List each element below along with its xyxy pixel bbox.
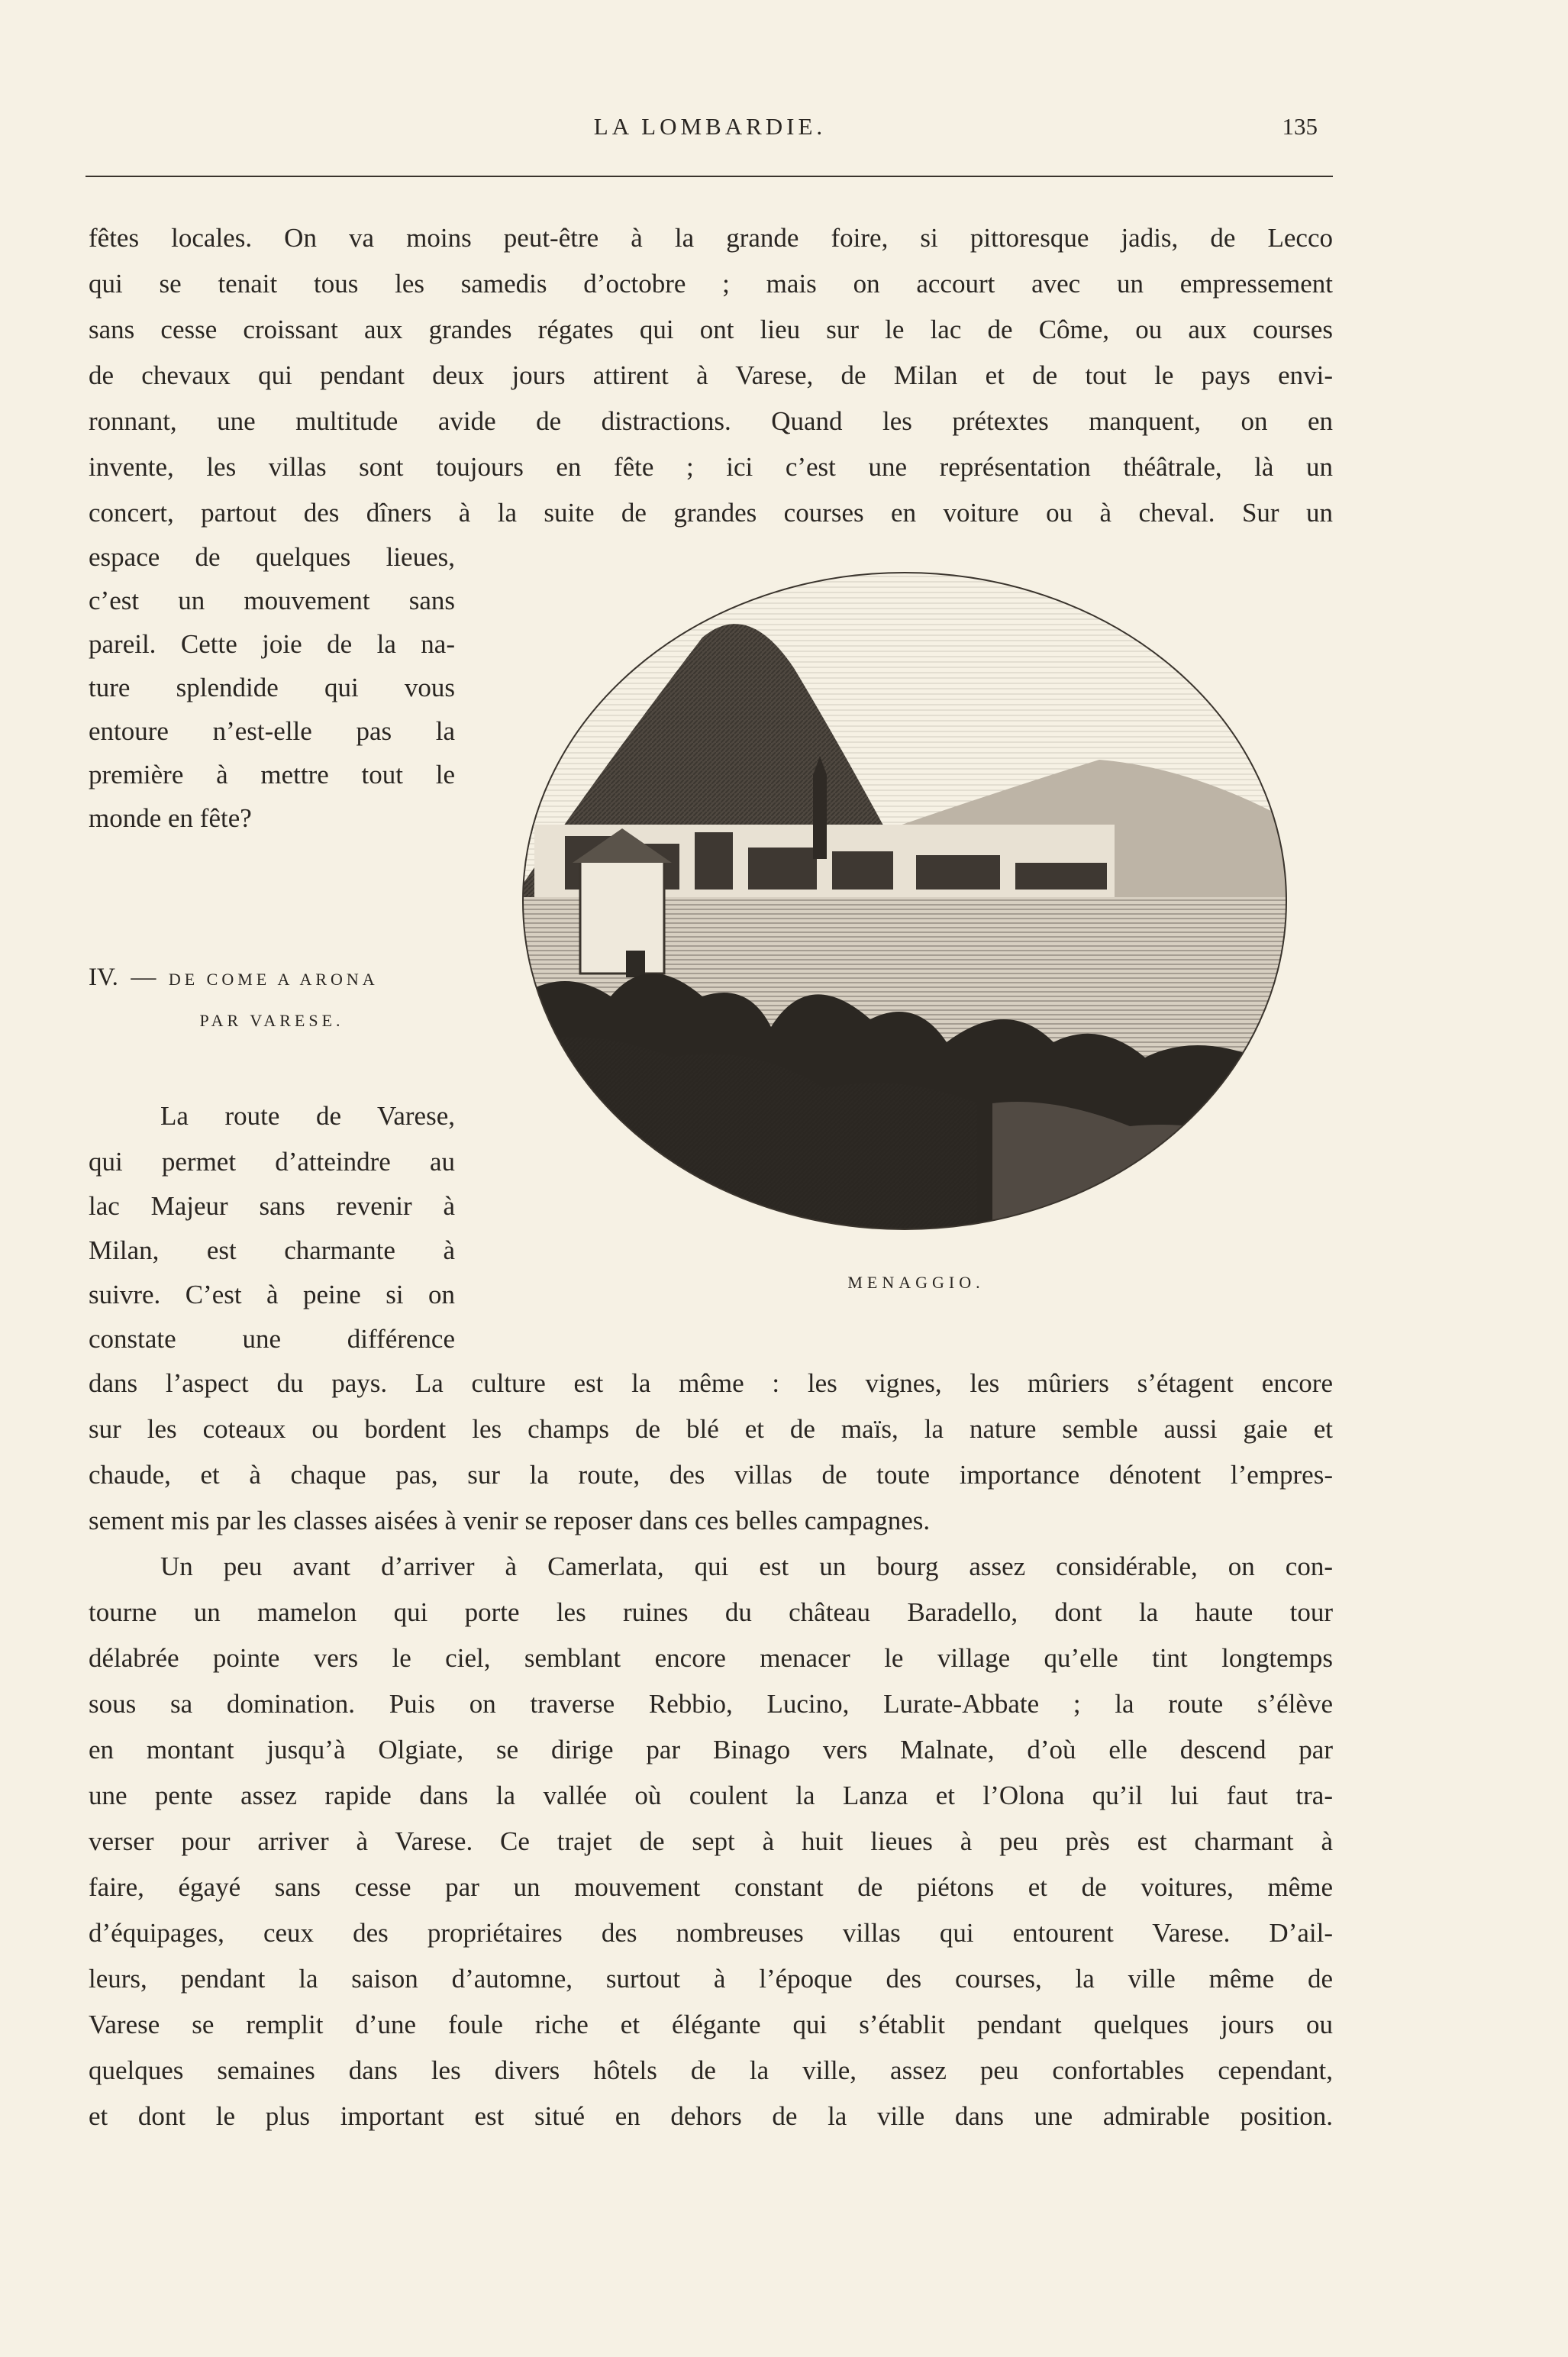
text-line: c’est un mouvement sans [89,586,455,615]
text-line: première à mettre tout le [89,760,455,789]
text-line: sans cesse croissant aux grandes régates qui ont lieu sur le lac de Côme, ou aux courses [89,315,1333,344]
text-line: Un peu avant d’arriver à Camerlata, qui est un bourg assez considérable, on con- [160,1551,1333,1581]
section-title-line1: DE COME A ARONA [168,970,379,989]
text-line: sement mis par les classes aisées à venir se reposer dans ces belles campagnes. [89,1506,931,1535]
text-line: suivre. C’est à peine si on [89,1280,455,1309]
section-heading [89,954,455,1000]
text-line: ronnant, une multitude avide de distractions. Quand les prétextes manquent, on en [89,406,1333,436]
text-line: et dont le plus important est situé en dehors de la ville dans une admirable position. [89,2101,1333,2131]
text-line: fêtes locales. On va moins peut-être à la grande foire, si pittoresque jadis, de Lecco [89,223,1333,253]
text-line: entoure n’est-elle pas la [89,716,455,746]
text-line: espace de quelques lieues, [89,542,455,572]
text-line: délabrée pointe vers le ciel, semblant encore menacer le village qu’elle tint longtemps [89,1643,1333,1673]
text-line: dans l’aspect du pays. La culture est la même : les vignes, les mûriers s’étagent encore [89,1368,1333,1398]
page-number: 135 [1282,113,1318,140]
text-line: une pente assez rapide dans la vallée où coulent la Lanza et l’Olona qu’il lui faut tra- [89,1781,1333,1810]
text-line: invente, les villas sont toujours en fête ; ici c’est une représentation théâtrale, là un [89,452,1333,482]
section-title-line2: PAR VARESE. [199,1011,344,1030]
text-line: chaude, et à chaque pas, sur la route, des villas de toute importance dénotent l’empres- [89,1460,1333,1490]
section-dash: — [131,964,156,991]
text-line: ture splendide qui vous [89,673,455,702]
text-line: constate une différence [89,1324,455,1354]
text-line: monde en fête? [89,803,252,833]
text-line: qui se tenait tous les samedis d’octobre ; mais on accourt avec un empressement [89,269,1333,299]
text-line: sur les coteaux ou bordent les champs de blé et de maïs, la nature semble aussi gaie et [89,1414,1333,1444]
text-line: concert, partout des dîners à la suite de grandes courses en voiture ou à cheval. Sur un [89,498,1333,528]
text-line: lac Majeur sans revenir à [89,1191,455,1221]
menaggio-engraving [519,569,1290,1233]
text-line: faire, égayé sans cesse par un mouvement constant de piétons et de voitures, même [89,1872,1333,1902]
text-line: en montant jusqu’à Olgiate, se dirige par Binago vers Malnate, d’où elle descend par [89,1735,1333,1765]
text-line: leurs, pendant la saison d’automne, surtout à l’époque des courses, la ville même de [89,1964,1333,1994]
text-line: verser pour arriver à Varese. Ce trajet de sept à huit lieues à peu près est charmant à [89,1826,1333,1856]
header-rule [85,176,1333,177]
text-line: Varese se remplit d’une foule riche et élégante qui s’établit pendant quelques jours ou [89,2010,1333,2039]
illustration-caption: MENAGGIO. [847,1273,985,1292]
text-line: La route de Varese, [160,1101,455,1131]
text-line: de chevaux qui pendant deux jours attirent à Varese, de Milan et de tout le pays envi- [89,360,1333,390]
text-line: quelques semaines dans les divers hôtels de la ville, assez peu confortables cependant, [89,2055,1333,2085]
running-title: LA LOMBARDIE. [593,113,827,140]
running-head [84,113,1336,151]
text-line: Milan, est charmante à [89,1235,455,1265]
section-number: IV. [89,964,118,991]
text-line: pareil. Cette joie de la na- [89,629,455,659]
text-line: d’équipages, ceux des propriétaires des nombreuses villas qui entourent Varese. D’ail- [89,1918,1333,1948]
text-line: sous sa domination. Puis on traverse Rebbio, Lucino, Lurate-Abbate ; la route s’élève [89,1689,1333,1719]
text-line: qui permet d’atteindre au [89,1147,455,1177]
text-line: tourne un mamelon qui porte les ruines du château Baradello, dont la haute tour [89,1597,1333,1627]
